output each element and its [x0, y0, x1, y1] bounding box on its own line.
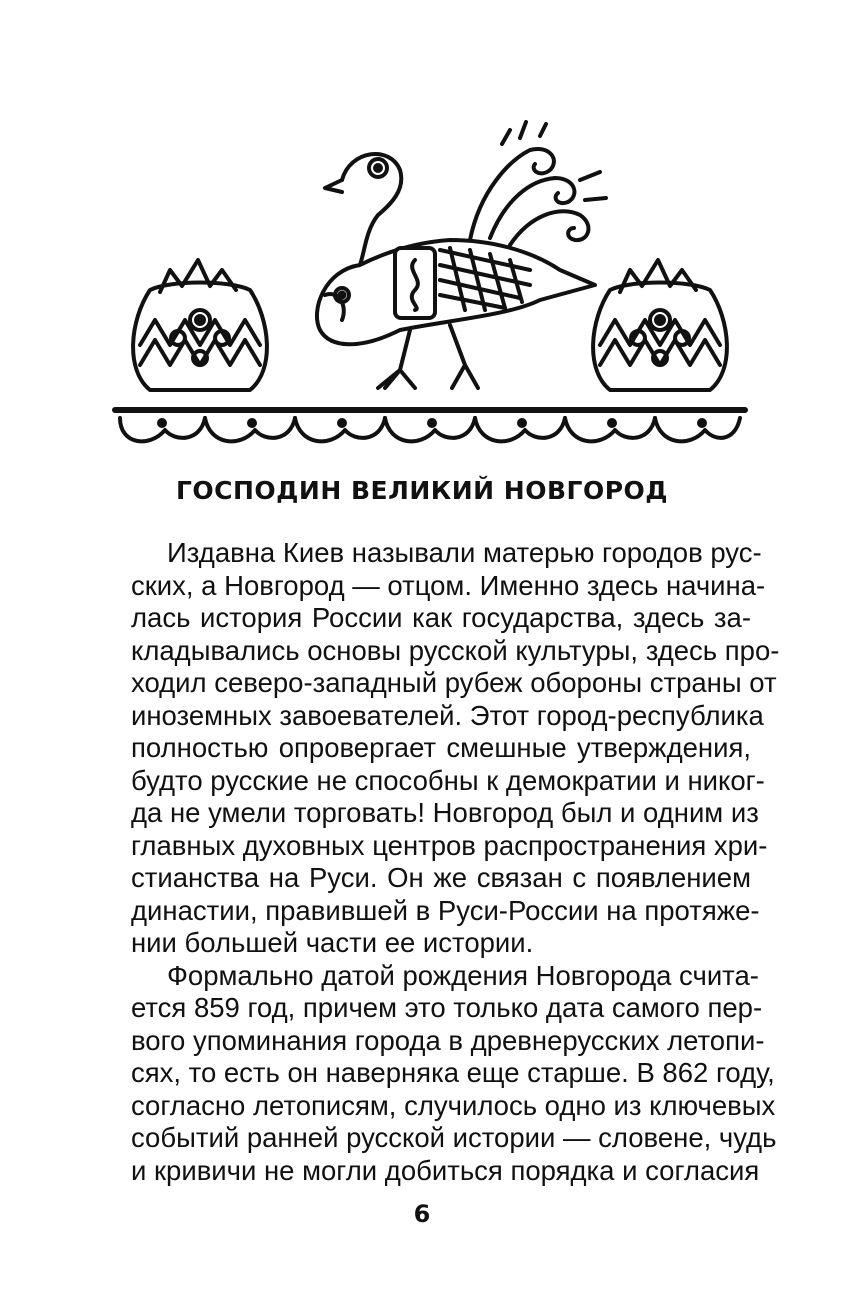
text-line: будто русские не способны к демократии и никог-	[131, 764, 765, 796]
text-line: согласно летописям, случилось одно из ключевых	[131, 1089, 776, 1121]
text-line: кладывались основы русской культуры, здесь про-	[131, 634, 780, 666]
text-line: династии, правившей в Руси-России на протяже-	[131, 894, 760, 926]
text-line: ходил северо-западный рубеж обороны страны от	[131, 667, 777, 698]
text-line: главных духовных центров распространения хри-	[131, 829, 768, 861]
body-text	[131, 537, 780, 1187]
text-line: и кривичи не могли добиться порядка и согласия	[131, 1154, 760, 1186]
text-line: вого упоминания города в древнерусских летопи-	[131, 1024, 765, 1056]
text-line: Формально датой рождения Новгорода счита-	[167, 959, 759, 991]
text-line: лась история России как государства, здесь за-	[131, 602, 751, 633]
text-line: нии большей части ее истории.	[131, 927, 534, 958]
text-line: иноземных завоевателей. Этот город-республика	[131, 699, 764, 731]
text-line: сях, то есть он наверняка еще старше. В 862 году,	[131, 1057, 775, 1088]
right-pomegranate-icon	[593, 260, 727, 390]
text-line: событий ранней русской истории — словене, чудь	[131, 1122, 777, 1153]
folk-bird-ornament-icon	[110, 120, 750, 450]
text-line: ется 859 год, причем это только дата самого пер-	[131, 992, 763, 1023]
text-line: ских, а Новгород — отцом. Именно здесь начина-	[131, 569, 766, 601]
bird-icon	[317, 122, 606, 388]
chapter-title: ГОСПОДИН ВЕЛИКИЙ НОВГОРОД	[175, 476, 669, 505]
left-pomegranate-icon	[133, 260, 267, 390]
text-line: Издавна Киев называли матерью городов рус-	[167, 537, 762, 568]
text-line: да не умели торговать! Новгород был и одним из	[131, 797, 759, 828]
ornamental-border-icon	[120, 418, 740, 441]
text-line: полностью опровергает смешные утверждения,	[131, 732, 751, 763]
page-number: 6	[413, 1200, 431, 1228]
text-line: стианства на Руси. Он же связан с появлением	[131, 862, 751, 893]
